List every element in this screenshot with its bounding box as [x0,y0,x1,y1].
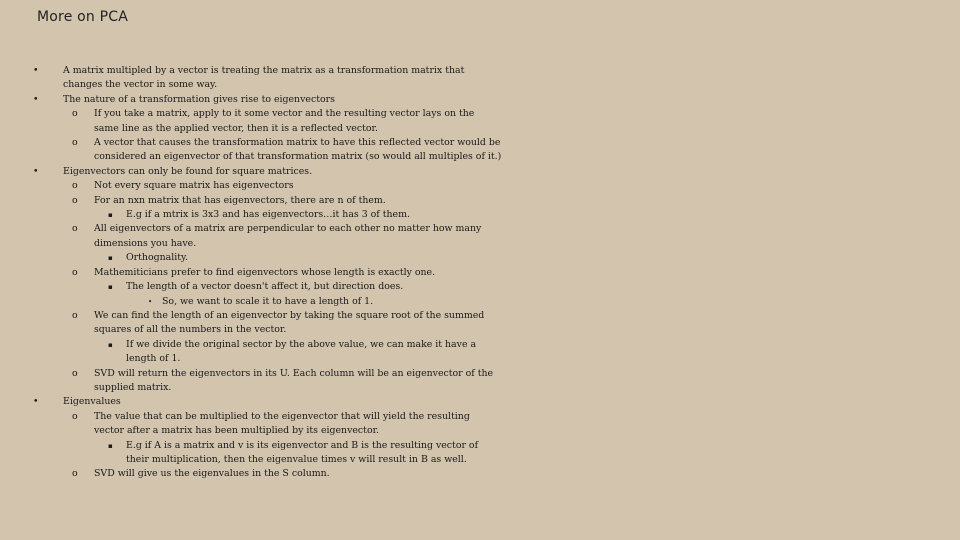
bullet-marker: o [72,137,78,149]
bullet-text: So, we want to scale it to have a length of 1. [162,295,374,307]
bullet-marker: • [148,297,153,306]
bullet-text: If we divide the original sector by the above value, we can make it have a length of 1. [126,338,477,365]
bullet-text: For an nxn matrix that has eigenvectors, there are n of them. [94,194,386,206]
bullet-marker: o [72,266,78,278]
bullet-marker: o [72,108,78,120]
bullet-marker: ▪ [108,283,113,292]
bullet-marker: ▪ [108,441,113,450]
list-item [72,467,502,481]
list-item [108,280,498,294]
bullet-marker: o [72,223,78,235]
bullet-marker: • [33,396,39,408]
bullet-marker: ▪ [108,254,113,263]
bullet-marker: o [72,309,78,321]
list-item [148,295,498,309]
list-item [108,338,498,367]
list-item [108,251,498,265]
list-item [72,266,502,280]
bullet-marker: o [72,410,78,422]
bullet-text: The nature of a transformation gives rise to eigenvectors [63,93,335,105]
list-item [33,64,503,93]
bullet-text: E.g if A is a matrix and v is its eigenvector and B is the resulting vector of their multiplication, then the eigenvalue times v will result in B as well. [126,439,479,465]
list-item [72,367,502,396]
bullet-marker: o [72,367,78,379]
bullet-text: A vector that causes the transformation matrix to have this reflected vector would be considered an eigenvector of that transformation matrix (so would all multiples of it.) [94,137,502,163]
bullet-text: The length of a vector doesn't affect it, but direction does. [126,281,404,293]
list-item [33,165,503,179]
bullet-text: We can find the length of an eigenvector by taking the square root of the summed squares of all the numbers in the vector. [94,309,485,336]
bullet-text: Eigenvectors can only be found for square matrices. [63,165,313,177]
bullet-outline [0,64,520,482]
bullet-text: Orthognality. [126,252,189,264]
bullet-text: SVD will return the eigenvectors in its U. Each column will be an eigenvector of the supplied matrix. [94,367,494,393]
list-item [72,410,502,439]
bullet-text: A matrix multipled by a vector is treating the matrix as a transformation matrix that changes the vector in some way. [63,65,465,91]
list-item [72,222,502,251]
bullet-text: If you take a matrix, apply to it some vector and the resulting vector lays on the same line as the applied vector, then it is a reflected vector. [94,108,475,134]
bullet-marker: o [72,194,78,206]
list-item [108,208,498,222]
bullet-text: The value that can be multiplied to the eigenvector that will yield the resulting vector after a matrix has been multiplied by its eigenvector. [94,410,470,437]
bullet-text: SVD will give us the eigenvalues in the S column. [94,468,330,480]
bullet-marker: • [33,93,39,105]
list-item [72,194,502,208]
list-item [72,136,502,165]
list-item [72,309,502,338]
bullet-text: E.g if a mtrix is 3x3 and has eigenvectors…it has 3 of them. [126,209,410,221]
bullet-marker: ▪ [108,211,113,220]
bullet-text: Not every square matrix has eigenvectors [94,180,294,192]
bullet-marker: o [72,180,78,192]
bullet-marker: ▪ [108,340,113,349]
bullet-text: Eigenvalues [63,396,121,408]
list-item [33,395,503,409]
list-item [72,179,502,193]
bullet-marker: • [33,65,39,76]
bullet-marker: • [33,165,39,177]
list-item [108,439,498,468]
bullet-marker: o [72,468,78,480]
slide-title: More on PCA [37,9,129,25]
bullet-text: All eigenvectors of a matrix are perpendicular to each other no matter how many dimensions you have. [94,223,482,249]
list-item [33,93,503,107]
bullet-text: Mathemiticians prefer to find eigenvectors whose length is exactly one. [94,266,436,278]
list-item [72,107,502,136]
